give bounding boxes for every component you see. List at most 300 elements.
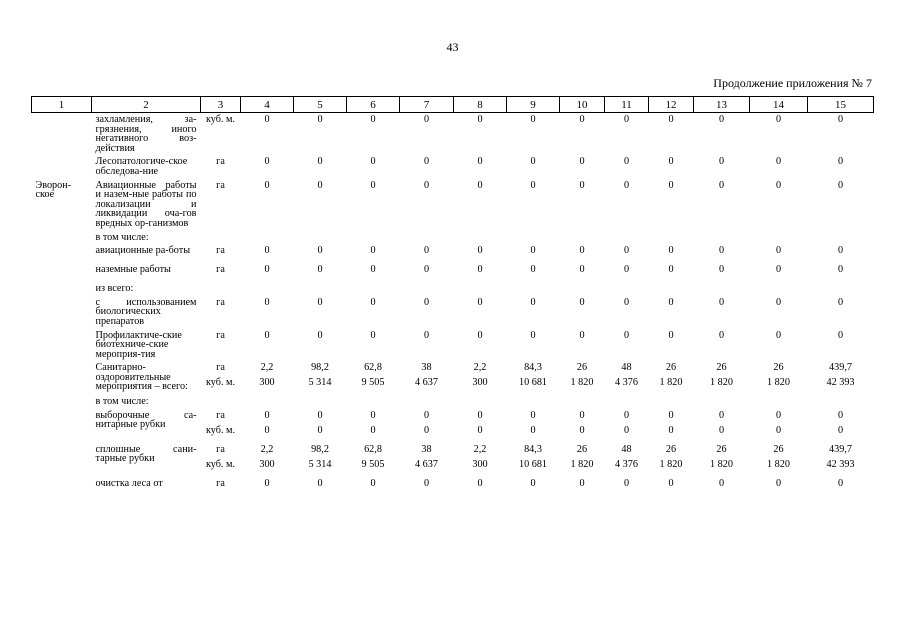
value-cell-col-7 bbox=[400, 155, 454, 178]
unit-value: га bbox=[216, 362, 225, 374]
cell-value: 0 bbox=[370, 156, 376, 168]
value-cell-col-15 bbox=[808, 282, 874, 296]
value-cell-col-12 bbox=[649, 395, 694, 409]
cell-value: 0 bbox=[264, 424, 270, 436]
value-cell-col-13 bbox=[694, 409, 750, 443]
unit-value: га bbox=[216, 296, 225, 308]
cell-value: 0 bbox=[623, 264, 630, 276]
cell-value: 0 bbox=[264, 329, 270, 341]
cell-value: 0 bbox=[623, 156, 630, 168]
value-cell-col-9 bbox=[507, 113, 560, 156]
value-cell-col-4 bbox=[241, 263, 294, 282]
value-cell-col-5 bbox=[294, 263, 347, 282]
value-cell-col-10 bbox=[560, 244, 605, 263]
column-header-15: 15 bbox=[808, 97, 874, 113]
cell-value: 0 bbox=[423, 409, 430, 421]
unit-cell bbox=[201, 244, 241, 263]
cell-value: 0 bbox=[775, 264, 782, 276]
unit-value: куб. м. bbox=[205, 114, 236, 125]
value-cell-col-11 bbox=[605, 231, 649, 245]
cell-value: 0 bbox=[668, 329, 674, 341]
region-cell bbox=[32, 296, 92, 329]
value-cell-col-13 bbox=[694, 179, 750, 231]
table-row bbox=[32, 296, 874, 329]
cell-value: 0 bbox=[623, 477, 630, 489]
value-cell-col-15 bbox=[808, 443, 874, 477]
value-cell-col-12 bbox=[649, 155, 694, 178]
cell-value: 0 bbox=[718, 424, 725, 436]
value-cell-col-4 bbox=[241, 395, 294, 409]
value-cell-col-8 bbox=[454, 244, 507, 263]
value-cell-col-14 bbox=[750, 443, 808, 477]
cell-value: 0 bbox=[317, 477, 323, 489]
value-cell-col-5 bbox=[294, 155, 347, 178]
cell-value: 0 bbox=[530, 114, 536, 125]
region-cell bbox=[32, 113, 92, 156]
table-row bbox=[32, 231, 874, 245]
value-cell-col-7 bbox=[400, 282, 454, 296]
value-cell-col-5 bbox=[294, 395, 347, 409]
cell-value: 0 bbox=[477, 329, 483, 341]
region-cell bbox=[32, 231, 92, 245]
cell-value: 0 bbox=[370, 179, 376, 191]
cell-value: 0 bbox=[579, 296, 585, 308]
cell-value: 10 681 bbox=[518, 458, 547, 470]
value-cell-col-6 bbox=[347, 263, 400, 282]
value-cell-col-4 bbox=[241, 409, 294, 443]
value-cell-col-8 bbox=[454, 477, 507, 496]
value-cell-col-6 bbox=[347, 395, 400, 409]
region-cell bbox=[32, 443, 92, 477]
value-cell-col-6 bbox=[347, 296, 400, 329]
unit-value: га bbox=[216, 245, 225, 257]
cell-value: 0 bbox=[579, 114, 585, 125]
cell-value: 0 bbox=[423, 477, 430, 489]
value-cell-col-14 bbox=[750, 409, 808, 443]
cell-value: 0 bbox=[530, 409, 536, 421]
value-cell-col-9 bbox=[507, 395, 560, 409]
value-cell-col-10 bbox=[560, 113, 605, 156]
cell-value: 0 bbox=[477, 156, 483, 168]
value-cell-col-12 bbox=[649, 263, 694, 282]
cell-value: 0 bbox=[370, 424, 376, 436]
cell-value: 0 bbox=[837, 264, 844, 276]
value-cell-col-9 bbox=[507, 477, 560, 496]
cell-value: 48 bbox=[621, 443, 632, 455]
value-cell-col-8 bbox=[454, 113, 507, 156]
cell-value: 439,7 bbox=[829, 443, 852, 455]
unit-cell bbox=[201, 409, 241, 443]
value-cell-col-11 bbox=[605, 329, 649, 362]
cell-value: 0 bbox=[579, 156, 585, 168]
cell-value: 1 820 bbox=[767, 458, 790, 470]
cell-value: 0 bbox=[477, 409, 483, 421]
value-cell-col-10 bbox=[560, 282, 605, 296]
value-cell-col-10 bbox=[560, 395, 605, 409]
value-cell-col-7 bbox=[400, 263, 454, 282]
cell-value: 0 bbox=[775, 477, 782, 489]
value-cell-col-12 bbox=[649, 113, 694, 156]
value-cell-col-4 bbox=[241, 179, 294, 231]
activity-name-cell: сплошные сани-тарные рубки bbox=[95, 443, 197, 465]
cell-value: 300 bbox=[259, 377, 275, 389]
cell-value: 0 bbox=[668, 409, 674, 421]
value-cell-col-14 bbox=[750, 231, 808, 245]
table-row bbox=[32, 395, 874, 409]
table-row bbox=[32, 155, 874, 178]
value-cell-col-10 bbox=[560, 443, 605, 477]
value-cell-col-10 bbox=[560, 409, 605, 443]
value-cell-col-14 bbox=[750, 155, 808, 178]
value-cell-col-13 bbox=[694, 231, 750, 245]
column-header-4: 4 bbox=[241, 97, 294, 113]
value-cell-col-9 bbox=[507, 409, 560, 443]
cell-value: 1 820 bbox=[710, 377, 733, 389]
value-cell-col-11 bbox=[605, 179, 649, 231]
value-cell-col-14 bbox=[750, 179, 808, 231]
value-cell-col-14 bbox=[750, 296, 808, 329]
cell-value: 0 bbox=[837, 329, 844, 341]
cell-value: 0 bbox=[370, 296, 376, 308]
cell-value: 0 bbox=[837, 245, 844, 257]
cell-value: 26 bbox=[716, 362, 727, 374]
value-cell-col-12 bbox=[649, 329, 694, 362]
unit-cell bbox=[201, 263, 241, 282]
cell-value: 0 bbox=[477, 264, 483, 276]
activity-name-cell: в том числе: bbox=[95, 231, 149, 243]
cell-value: 0 bbox=[668, 264, 674, 276]
table-row bbox=[32, 443, 874, 477]
table-row bbox=[32, 179, 874, 231]
activity-name-cell: очистка леса от bbox=[95, 477, 163, 489]
region-cell: Эворон-ское bbox=[35, 179, 72, 201]
value-cell-col-9 bbox=[507, 282, 560, 296]
cell-value: 4 376 bbox=[615, 377, 638, 389]
cell-value: 0 bbox=[837, 477, 844, 489]
cell-value: 9 505 bbox=[361, 458, 385, 470]
value-cell-col-15 bbox=[808, 263, 874, 282]
value-cell-col-4 bbox=[241, 113, 294, 156]
value-cell-col-15 bbox=[808, 296, 874, 329]
value-cell-col-12 bbox=[649, 244, 694, 263]
cell-value: 0 bbox=[477, 424, 483, 436]
value-cell-col-8 bbox=[454, 395, 507, 409]
value-cell-col-15 bbox=[808, 477, 874, 496]
unit-value: га bbox=[216, 443, 225, 455]
cell-value: 84,3 bbox=[524, 362, 542, 374]
unit-cell bbox=[201, 477, 241, 496]
cell-value: 84,3 bbox=[524, 443, 542, 455]
cell-value: 0 bbox=[579, 264, 585, 276]
data-table bbox=[31, 96, 874, 496]
column-header-2: 2 bbox=[92, 97, 201, 113]
value-cell-col-5 bbox=[294, 231, 347, 245]
unit-value: га bbox=[216, 179, 225, 191]
cell-value: 0 bbox=[423, 156, 430, 168]
unit-cell bbox=[201, 361, 241, 395]
value-cell-col-8 bbox=[454, 443, 507, 477]
table-row bbox=[32, 477, 874, 496]
page-number: 43 bbox=[446, 40, 459, 54]
region-cell bbox=[32, 244, 92, 263]
value-cell-col-15 bbox=[808, 179, 874, 231]
cell-value: 1 820 bbox=[767, 377, 790, 389]
cell-value: 0 bbox=[775, 156, 782, 168]
value-cell-col-8 bbox=[454, 179, 507, 231]
cell-value: 0 bbox=[775, 114, 782, 125]
value-cell-col-5 bbox=[294, 329, 347, 362]
cell-value: 0 bbox=[370, 264, 376, 276]
cell-value: 0 bbox=[264, 409, 270, 421]
value-cell-col-15 bbox=[808, 329, 874, 362]
value-cell-col-8 bbox=[454, 231, 507, 245]
cell-value: 0 bbox=[837, 156, 844, 168]
value-cell-col-9 bbox=[507, 179, 560, 231]
region-cell bbox=[32, 282, 92, 296]
value-cell-col-9 bbox=[507, 263, 560, 282]
value-cell-col-4 bbox=[241, 329, 294, 362]
cell-value: 0 bbox=[370, 245, 376, 257]
cell-value: 26 bbox=[773, 443, 784, 455]
value-cell-col-6 bbox=[347, 244, 400, 263]
value-cell-col-4 bbox=[241, 244, 294, 263]
cell-value: 42 393 bbox=[826, 458, 855, 470]
value-cell-col-6 bbox=[347, 231, 400, 245]
value-cell-col-9 bbox=[507, 244, 560, 263]
appendix-continuation-label: Продолжение приложения № 7 bbox=[713, 76, 872, 90]
cell-value: 0 bbox=[623, 296, 630, 308]
value-cell-col-13 bbox=[694, 263, 750, 282]
unit-cell bbox=[201, 329, 241, 362]
cell-value: 0 bbox=[775, 424, 782, 436]
cell-value: 4 637 bbox=[415, 377, 438, 389]
cell-value: 0 bbox=[317, 264, 323, 276]
value-cell-col-12 bbox=[649, 477, 694, 496]
cell-value: 0 bbox=[668, 179, 674, 191]
value-cell-col-11 bbox=[605, 443, 649, 477]
cell-value: 4 376 bbox=[615, 458, 638, 470]
cell-value: 0 bbox=[530, 424, 536, 436]
cell-value: 0 bbox=[530, 296, 536, 308]
cell-value: 0 bbox=[317, 329, 323, 341]
value-cell-col-11 bbox=[605, 395, 649, 409]
cell-value: 0 bbox=[477, 179, 483, 191]
cell-value: 0 bbox=[623, 424, 630, 436]
value-cell-col-8 bbox=[454, 282, 507, 296]
value-cell-col-10 bbox=[560, 263, 605, 282]
cell-value: 0 bbox=[837, 179, 844, 191]
cell-value: 0 bbox=[718, 179, 725, 191]
table-row bbox=[32, 409, 874, 443]
value-cell-col-10 bbox=[560, 361, 605, 395]
cell-value: 0 bbox=[530, 245, 536, 257]
cell-value: 10 681 bbox=[518, 377, 547, 389]
value-cell-col-13 bbox=[694, 296, 750, 329]
value-cell-col-9 bbox=[507, 329, 560, 362]
unit-cell bbox=[201, 443, 241, 477]
value-cell-col-13 bbox=[694, 395, 750, 409]
cell-value: 300 bbox=[472, 377, 488, 389]
region-cell bbox=[32, 155, 92, 178]
cell-value: 0 bbox=[477, 114, 483, 125]
cell-value: 0 bbox=[264, 179, 270, 191]
value-cell-col-5 bbox=[294, 443, 347, 477]
value-cell-col-7 bbox=[400, 179, 454, 231]
cell-value: 0 bbox=[370, 477, 376, 489]
cell-value: 0 bbox=[668, 477, 674, 489]
unit-cell bbox=[201, 395, 241, 409]
column-header-14: 14 bbox=[750, 97, 808, 113]
cell-value: 0 bbox=[370, 409, 376, 421]
value-cell-col-9 bbox=[507, 231, 560, 245]
cell-value: 0 bbox=[775, 296, 782, 308]
value-cell-col-12 bbox=[649, 443, 694, 477]
value-cell-col-11 bbox=[605, 282, 649, 296]
cell-value: 0 bbox=[837, 296, 844, 308]
value-cell-col-14 bbox=[750, 329, 808, 362]
value-cell-col-14 bbox=[750, 477, 808, 496]
cell-value: 300 bbox=[472, 458, 488, 470]
value-cell-col-7 bbox=[400, 231, 454, 245]
region-cell bbox=[32, 395, 92, 409]
value-cell-col-14 bbox=[750, 282, 808, 296]
value-cell-col-6 bbox=[347, 477, 400, 496]
value-cell-col-4 bbox=[241, 231, 294, 245]
activity-name-cell: авиационные ра-боты bbox=[95, 245, 191, 257]
cell-value: 0 bbox=[423, 329, 430, 341]
cell-value: 0 bbox=[837, 114, 844, 125]
cell-value: 0 bbox=[668, 424, 674, 436]
value-cell-col-5 bbox=[294, 244, 347, 263]
value-cell-col-14 bbox=[750, 263, 808, 282]
value-cell-col-5 bbox=[294, 361, 347, 395]
cell-value: 0 bbox=[264, 477, 270, 489]
cell-value: 0 bbox=[579, 409, 585, 421]
cell-value: 2,2 bbox=[260, 443, 274, 455]
cell-value: 98,2 bbox=[311, 443, 329, 455]
cell-value: 1 820 bbox=[570, 458, 594, 470]
cell-value: 0 bbox=[668, 114, 674, 125]
value-cell-col-11 bbox=[605, 361, 649, 395]
cell-value: 0 bbox=[530, 156, 536, 168]
cell-value: 0 bbox=[370, 114, 376, 125]
value-cell-col-12 bbox=[649, 409, 694, 443]
value-cell-col-12 bbox=[649, 296, 694, 329]
unit-cell bbox=[201, 113, 241, 156]
value-cell-col-8 bbox=[454, 263, 507, 282]
cell-value: 0 bbox=[668, 245, 674, 257]
cell-value: 0 bbox=[477, 296, 483, 308]
value-cell-col-13 bbox=[694, 282, 750, 296]
column-header-5: 5 bbox=[294, 97, 347, 113]
value-cell-col-15 bbox=[808, 409, 874, 443]
value-cell-col-11 bbox=[605, 263, 649, 282]
value-cell-col-7 bbox=[400, 409, 454, 443]
value-cell-col-10 bbox=[560, 329, 605, 362]
unit-cell bbox=[201, 282, 241, 296]
value-cell-col-12 bbox=[649, 231, 694, 245]
header-row bbox=[32, 97, 874, 113]
value-cell-col-11 bbox=[605, 296, 649, 329]
cell-value: 0 bbox=[775, 329, 782, 341]
value-cell-col-10 bbox=[560, 179, 605, 231]
cell-value: 0 bbox=[423, 424, 430, 436]
value-cell-col-12 bbox=[649, 282, 694, 296]
cell-value: 0 bbox=[718, 245, 725, 257]
unit-value: га bbox=[216, 156, 225, 168]
table-row bbox=[32, 263, 874, 282]
region-cell bbox=[32, 361, 92, 395]
table-row bbox=[32, 282, 874, 296]
table-row bbox=[32, 329, 874, 362]
cell-value: 38 bbox=[421, 443, 432, 455]
cell-value: 38 bbox=[421, 362, 432, 374]
value-cell-col-4 bbox=[241, 282, 294, 296]
cell-value: 62,8 bbox=[364, 362, 382, 374]
value-cell-col-5 bbox=[294, 113, 347, 156]
value-cell-col-13 bbox=[694, 113, 750, 156]
value-cell-col-4 bbox=[241, 155, 294, 178]
value-cell-col-11 bbox=[605, 113, 649, 156]
cell-value: 0 bbox=[264, 296, 270, 308]
unit-value: га bbox=[216, 264, 225, 276]
value-cell-col-14 bbox=[750, 244, 808, 263]
value-cell-col-5 bbox=[294, 179, 347, 231]
column-header-10: 10 bbox=[560, 97, 605, 113]
cell-value: 9 505 bbox=[361, 377, 385, 389]
cell-value: 0 bbox=[775, 409, 782, 421]
activity-name-cell: захламления, за-грязнения, иного негативного воз-действия bbox=[95, 114, 197, 154]
cell-value: 0 bbox=[530, 477, 536, 489]
value-cell-col-8 bbox=[454, 329, 507, 362]
column-header-13: 13 bbox=[694, 97, 750, 113]
value-cell-col-4 bbox=[241, 296, 294, 329]
value-cell-col-5 bbox=[294, 477, 347, 496]
value-cell-col-15 bbox=[808, 113, 874, 156]
cell-value: 0 bbox=[530, 179, 536, 191]
value-cell-col-8 bbox=[454, 361, 507, 395]
unit-cell bbox=[201, 179, 241, 231]
cell-value: 0 bbox=[317, 409, 323, 421]
column-header-1: 1 bbox=[32, 97, 92, 113]
column-header-8: 8 bbox=[454, 97, 507, 113]
cell-value: 0 bbox=[718, 296, 725, 308]
value-cell-col-9 bbox=[507, 361, 560, 395]
value-cell-col-11 bbox=[605, 477, 649, 496]
value-cell-col-10 bbox=[560, 155, 605, 178]
cell-value: 0 bbox=[718, 329, 725, 341]
cell-value: 0 bbox=[623, 329, 630, 341]
cell-value: 0 bbox=[668, 156, 674, 168]
value-cell-col-10 bbox=[560, 231, 605, 245]
activity-name-cell: Санитарно-оздоровительные мероприятия – всего: bbox=[95, 362, 188, 393]
value-cell-col-15 bbox=[808, 155, 874, 178]
cell-value: 0 bbox=[718, 264, 725, 276]
cell-value: 0 bbox=[623, 179, 630, 191]
table-row bbox=[32, 113, 874, 156]
value-cell-col-15 bbox=[808, 231, 874, 245]
cell-value: 26 bbox=[716, 443, 727, 455]
table-row bbox=[32, 244, 874, 263]
unit-cell bbox=[201, 296, 241, 329]
value-cell-col-7 bbox=[400, 244, 454, 263]
cell-value: 1 820 bbox=[659, 458, 683, 470]
cell-value: 0 bbox=[579, 424, 585, 436]
cell-value: 300 bbox=[259, 458, 275, 470]
activity-name-cell: с использованием биологических препаратов bbox=[95, 296, 197, 327]
table-row bbox=[32, 361, 874, 395]
activity-name-cell: в том числе: bbox=[95, 396, 149, 408]
